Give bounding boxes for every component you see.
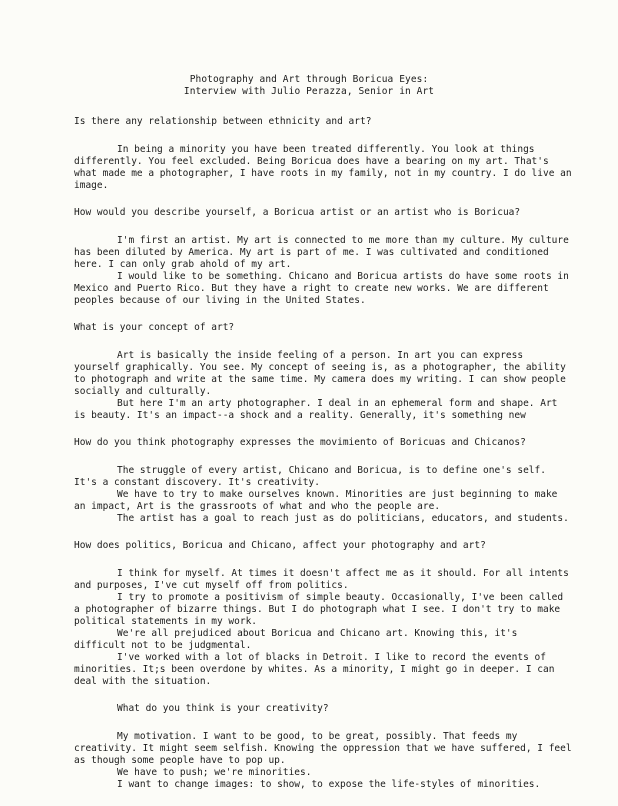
question: Is there any relationship between ethnicity and art?: [74, 116, 372, 127]
document-header: [0, 74, 618, 98]
answer: [74, 465, 574, 525]
answer-paragraph: The artist has a goal to reach just as do politicians, educators, and students.: [117, 513, 569, 524]
answer-paragraph: But here I'm an arty photographer. I deal in an ephemeral form and shape. Art is beauty. It's an impact--a shock and a reality. Generally, it's something new: [74, 398, 558, 421]
question: What is your concept of art?: [74, 322, 235, 333]
answer-paragraph: Art is basically the inside feeling of a person. In art you can express yourself graphically. You see. My concept of seeing is, as a photographer, the ability to photograph and write at the same time. My camera does my writing. I can show people socially and culturally.: [74, 350, 566, 397]
answer-paragraph: I've worked with a lot of blacks in Detroit. I like to record the events of minorities. It;s been overdone by whites. As a minority, I might go in deeper. I can deal with the situation.: [74, 652, 555, 687]
title-line-1: Photography and Art through Boricua Eyes:: [189, 74, 429, 85]
interview-body: [74, 116, 574, 806]
answer-paragraph: In being a minority you have been treated differently. You look at things differently. You feel excluded. Being Boricua does have a bearing on my art. That's what made me a photographer, I have roots in my family, not in my country. I do live an image.: [74, 144, 572, 191]
question: How would you describe yourself, a Boricua artist or an artist who is Boricua?: [74, 207, 521, 218]
answer: [74, 731, 574, 791]
answer: [74, 144, 574, 192]
answer-paragraph: I'm first an artist. My art is connected to me more than my culture. My culture has been diluted by America. My art is part of me. I was cultivated and conditioned here. I can only grab ahold of my art.: [74, 235, 569, 270]
answer-paragraph: We have to push; we're minorities.: [117, 767, 312, 778]
answer: [74, 568, 574, 688]
answer-paragraph: I try to promote a positivism of simple beauty. Occasionally, I've been called a photographer of bizarre things. But I do photograph what I see. I don't try to make political statements in my work.: [74, 592, 564, 627]
answer-paragraph: I want to change images: to show, to expose the life-styles of minorities.: [117, 779, 541, 790]
answer-paragraph: We're all prejudiced about Boricua and Chicano art. Knowing this, it's difficult not to be judgmental.: [74, 628, 518, 651]
answer-paragraph: The struggle of every artist, Chicano and Boricua, is to define one's self. It's a constant discovery. It's creativity.: [74, 465, 546, 488]
question: How do you think photography expresses the movimiento of Boricuas and Chicanos?: [74, 437, 526, 448]
answer-paragraph: I think for myself. At times it doesn't affect me as it should. For all intents and purposes, I've cut myself off from politics.: [74, 568, 569, 591]
answer: [74, 350, 574, 422]
title-line-2: Interview with Julio Perazza, Senior in Art: [183, 86, 435, 97]
answer: [74, 235, 574, 307]
question: How does politics, Boricua and Chicano, affect your photography and art?: [74, 540, 486, 551]
answer-paragraph: My motivation. I want to be good, to be great, possibly. That feeds my creativity. It might seem selfish. Knowing the oppression that we have suffered, I feel as though some people have to pop up.: [74, 731, 572, 766]
question: What do you think is your creativity?: [117, 703, 329, 714]
answer-paragraph: We have to try to make ourselves known. Minorities are just beginning to make an impact, Art is the grassroots of what and who the people are.: [74, 489, 558, 512]
answer-paragraph: I would like to be something. Chicano and Boricua artists do have some roots in Mexico and Puerto Rico. But they have a right to create new works. We are different peoples because of our living in the United States.: [74, 271, 569, 306]
